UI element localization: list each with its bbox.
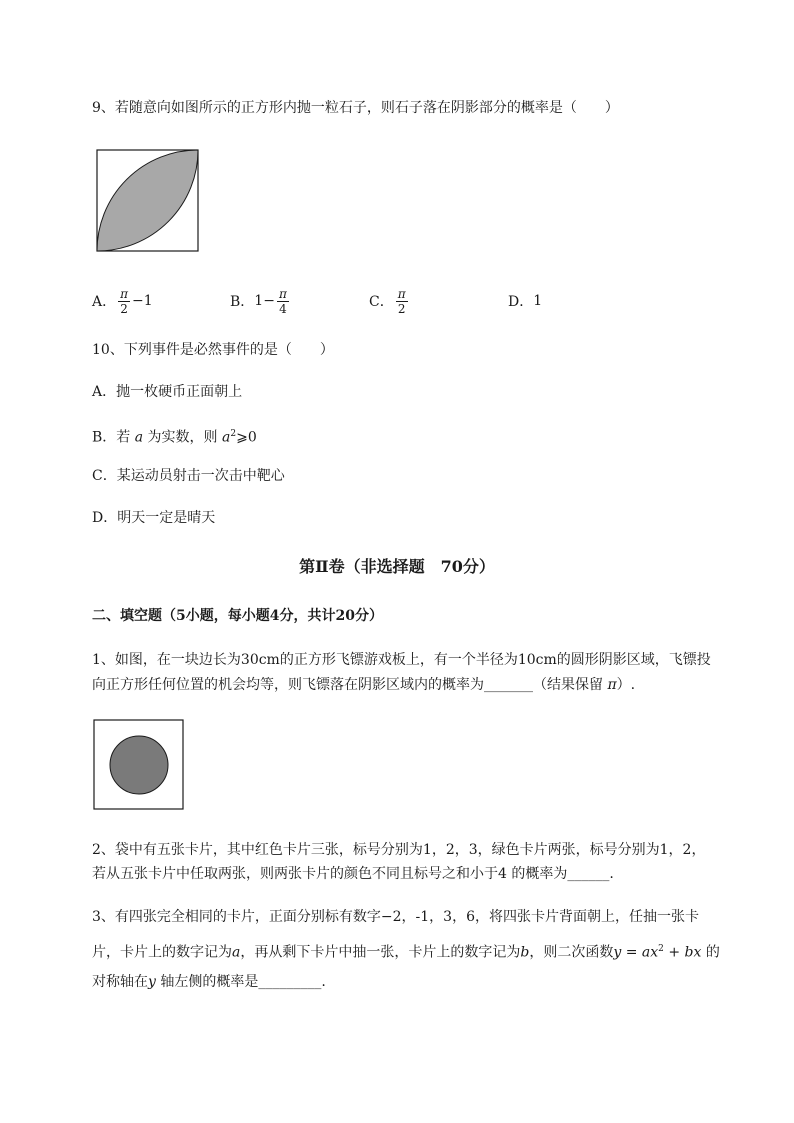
fraction: $\frac{\pi}{2}$ [397,286,406,316]
q10-stem: 10、下列事件是必然事件的是（ ） [92,342,334,358]
q9-option-a[interactable]: A． $\frac{\pi}{2}$ −1 [92,286,153,316]
f1-line-1: 1、如图，在一块边长为30cm的正方形飞镖游戏板上，有一个半径为10cm的圆形阴影区域，飞镖投 [92,652,711,668]
q9-option-c[interactable]: C． $\frac{\pi}{2}$ [369,286,406,316]
f1-line-2: 向正方形任何位置的机会均等，则飞镖落在阴影区域内的概率为_______（结果保留 π）. [92,677,636,693]
f3-line-3: 对称轴在y 轴左侧的概率是_________. [92,974,326,990]
q9-stem: 9、若随意向如图所示的正方形内抛一粒石子，则石子落在阴影部分的概率是（ ） [92,100,619,116]
fraction: $\frac{\pi}{4}$ [278,286,287,316]
q9-choices [92,284,692,318]
section-title: 第Ⅱ卷（非选择题 70分） [299,557,495,576]
f2-line-2: 若从五张卡片中任取两张，则两张卡片的颜色不同且标号之和小于4 的概率为______. [92,866,614,882]
f2-line-1: 2、袋中有五张卡片，其中红色卡片三张，标号分别为1，2，3，绿色卡片两张，标号分别为1，2， [92,842,706,858]
part-title: 二、填空题（5小题，每小题4分，共计20分） [92,608,383,624]
f3-line-1: 3、有四张完全相同的卡片，正面分别标有数字−2，-1，3，6，将四张卡片背面朝上，任抽一张卡 [92,909,699,925]
q10-option-a[interactable]: A．抛一枚硬币正面朝上 [92,384,243,400]
f1-figure [93,719,185,811]
q9-figure [96,149,200,253]
q9-option-d[interactable]: D． 1 [508,293,543,310]
q10-option-c[interactable]: C．某运动员射击一次击中靶心 [92,468,285,484]
q10-option-b[interactable]: B．若 a 为实数，则 $a^2⩾0$ [92,429,257,446]
q9-option-b[interactable]: B． 1− $\frac{\pi}{4}$ [230,286,287,316]
f3-line-2: 片，卡片上的数字记为a，再从剩下卡片中抽一张，卡片上的数字记为b，则二次函数$y = ax^2$ + bx 的 [92,944,720,961]
f1-shaded-circle [110,736,168,794]
fraction: $\frac{\pi}{2}$ [120,286,129,316]
q10-option-d[interactable]: D．明天一定是晴天 [92,510,216,526]
